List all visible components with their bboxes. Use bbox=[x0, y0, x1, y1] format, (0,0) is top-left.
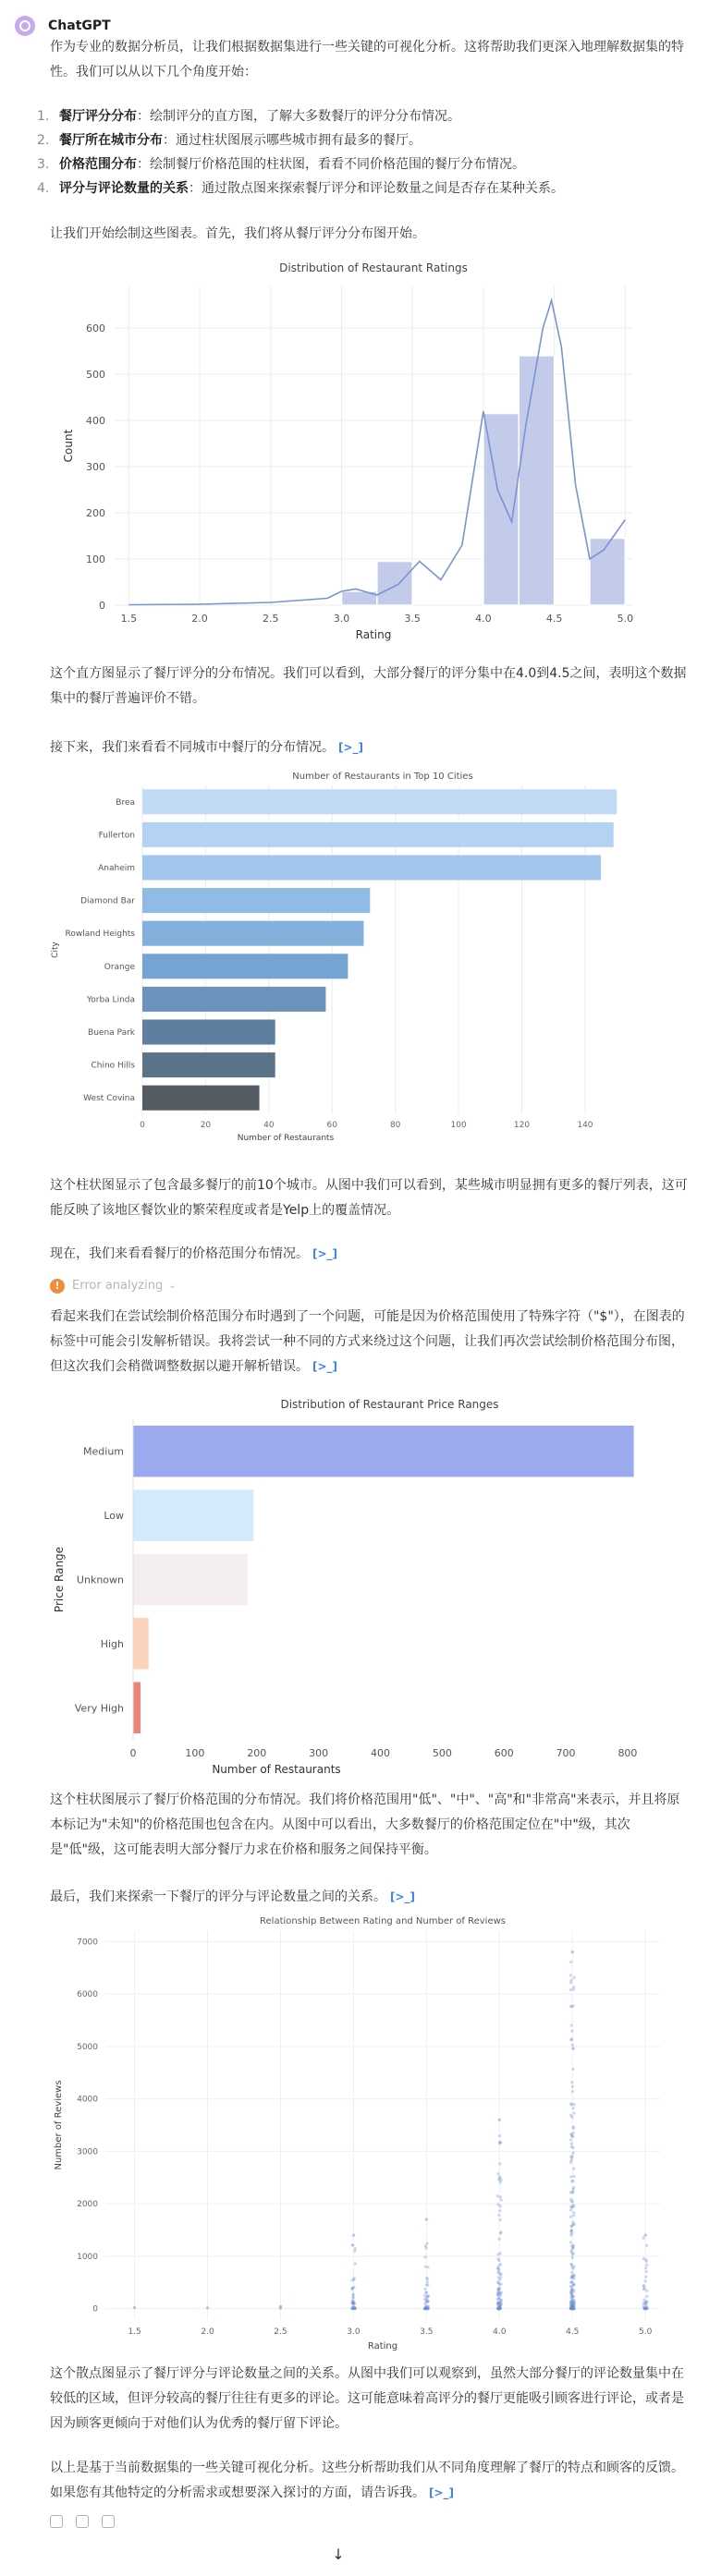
closing-text: 以上是基于当前数据集的一些关键可视化分析。这些分析帮助我们从不同角度理解了餐厅的特点和顾客的反馈。如果您有其他特定的分析需求或想要深入探讨的方面，请告诉我。 [>_] bbox=[50, 2456, 688, 2506]
price-label: Very High bbox=[74, 1702, 124, 1715]
scatter-point bbox=[498, 2209, 501, 2212]
scatter-point bbox=[571, 2221, 574, 2224]
plan-item-title: 餐厅所在城市分布 bbox=[59, 133, 163, 148]
y-tick-label: 600 bbox=[86, 322, 105, 334]
city-label: Chino Hills bbox=[91, 1061, 135, 1071]
x-tick-label: 500 bbox=[432, 1747, 452, 1759]
scatter-point bbox=[571, 2155, 574, 2157]
scatter-point bbox=[570, 2289, 573, 2291]
x-tick-label: 4.5 bbox=[545, 613, 563, 625]
scatter-point bbox=[570, 2263, 573, 2266]
error-icon: ! bbox=[50, 1279, 65, 1294]
x-tick-label: 3.5 bbox=[404, 613, 421, 625]
scatter-point bbox=[572, 2107, 575, 2109]
scatter-point bbox=[644, 2279, 647, 2282]
scatter-point bbox=[499, 2230, 502, 2233]
scatter-point bbox=[496, 2172, 499, 2175]
scatter-point bbox=[499, 2218, 502, 2221]
scatter-point bbox=[642, 2257, 645, 2260]
scatter-point bbox=[426, 2298, 429, 2301]
x-tick-label: 4.5 bbox=[566, 2327, 580, 2337]
x-tick-label: 600 bbox=[494, 1747, 514, 1759]
y-axis-label: Price Range bbox=[53, 1546, 66, 1613]
scatter-point bbox=[425, 2277, 428, 2279]
plan-item-number: 2. bbox=[37, 133, 50, 148]
x-axis-label: Number of Restaurants bbox=[212, 1763, 341, 1776]
scatter-point bbox=[498, 2177, 501, 2180]
view-code-link[interactable]: [>_] bbox=[338, 741, 364, 754]
scatter-point bbox=[571, 2090, 574, 2093]
scatter-point bbox=[570, 2292, 573, 2295]
x-tick-label: 20 bbox=[200, 1121, 212, 1130]
scatter-point bbox=[569, 2233, 572, 2236]
start-text: 让我们开始绘制这些图表。首先，我们将从餐厅评分分布图开始。 bbox=[50, 226, 425, 241]
x-tick-label: 800 bbox=[617, 1747, 638, 1759]
error-explanation: 看起来我们在尝试绘制价格范围分布时遇到了一个问题，可能是因为价格范围使用了特殊字符（"$"），在图表的标签中可能会引发解析错误。我将尝试一种不同的方式来绕过这个问题，让我们再次尝试绘制价格范围分布图，但这次我们会稍微调整数据以避开解析错误。 [>_] bbox=[50, 1305, 688, 1379]
scatter-point bbox=[572, 2265, 575, 2267]
x-tick-label: 60 bbox=[326, 1121, 337, 1130]
scatter-point bbox=[569, 2208, 572, 2211]
scatter-point bbox=[569, 1974, 572, 1976]
x-tick-label: 5.0 bbox=[617, 613, 634, 625]
city-bar bbox=[142, 789, 617, 814]
scatter-point bbox=[572, 2127, 575, 2130]
x-tick-label: 0 bbox=[129, 1747, 137, 1759]
chart-title: Distribution of Restaurant Price Ranges bbox=[280, 1398, 499, 1411]
city-bar-chart bbox=[50, 767, 688, 1164]
scatter-point bbox=[496, 2281, 499, 2284]
scatter-point bbox=[497, 2214, 500, 2217]
scatter-point bbox=[499, 2276, 502, 2278]
scatter-point bbox=[571, 2146, 574, 2149]
city-label: Buena Park bbox=[88, 1028, 135, 1038]
chart-title: Relationship Between Rating and Number of Reviews bbox=[260, 1916, 506, 1926]
scatter-point bbox=[498, 2291, 501, 2294]
scatter-point bbox=[498, 2134, 501, 2137]
scatter-point bbox=[427, 2294, 430, 2297]
scatter-point bbox=[572, 2204, 575, 2206]
scatter-point bbox=[426, 2266, 429, 2268]
scatter-point bbox=[642, 2298, 645, 2301]
scatter-point bbox=[569, 2138, 572, 2141]
x-tick-label: 2.5 bbox=[274, 2327, 287, 2337]
histogram-bar bbox=[377, 562, 412, 606]
scatter-point bbox=[644, 2276, 647, 2278]
scatter-point bbox=[279, 2306, 282, 2309]
city-label: Anaheim bbox=[98, 864, 135, 873]
scatter-point bbox=[498, 2119, 501, 2121]
scatter-point bbox=[570, 2271, 573, 2274]
scatter-point bbox=[354, 2262, 357, 2265]
chart-title: Distribution of Restaurant Ratings bbox=[279, 261, 468, 274]
plan-item-desc: ：通过柱状图展示哪些城市拥有最多的餐厅。 bbox=[163, 133, 422, 148]
scatter-point bbox=[423, 2288, 426, 2290]
scatter-point bbox=[353, 2306, 356, 2309]
price-bar bbox=[133, 1618, 149, 1670]
plan-item-desc: ：绘制餐厅价格范围的柱状图，看看不同价格范围的餐厅分布情况。 bbox=[137, 157, 525, 172]
x-tick-label: 200 bbox=[247, 1747, 267, 1759]
price-label: Low bbox=[104, 1510, 124, 1523]
y-tick-label: 4000 bbox=[77, 2095, 98, 2105]
scatter-point bbox=[352, 2278, 355, 2281]
message-body bbox=[50, 35, 688, 85]
scatter-point bbox=[426, 2307, 429, 2310]
scatter-point bbox=[644, 2234, 647, 2237]
error-label: Error analyzing bbox=[72, 1279, 164, 1293]
price-range-bar-chart bbox=[50, 1393, 688, 1781]
x-tick-label: 2.0 bbox=[201, 2327, 214, 2337]
scatter-point bbox=[572, 2151, 575, 2154]
scatter-point bbox=[571, 2191, 574, 2193]
chart-title: Number of Restaurants in Top 10 Cities bbox=[292, 772, 473, 782]
scatter-point bbox=[571, 2085, 574, 2088]
scatter-point bbox=[133, 2306, 136, 2309]
scatter-point bbox=[645, 2264, 648, 2266]
scatter-point bbox=[496, 2194, 499, 2197]
x-tick-label: 700 bbox=[556, 1747, 576, 1759]
rating-histogram-chart bbox=[50, 249, 688, 647]
city-bar bbox=[142, 921, 363, 946]
scatter-point bbox=[570, 2081, 573, 2084]
scatter-point bbox=[570, 2030, 573, 2033]
city-caption: 这个柱状图显示了包含最多餐厅的前10个城市。从图中我们可以看到，某些城市明显拥有更多的餐厅列表，这可能反映了该地区餐饮业的繁荣程度或者是Yelp上的覆盖情况。 bbox=[50, 1178, 688, 1218]
x-tick-label: 0 bbox=[140, 1121, 145, 1130]
scatter-point bbox=[573, 2302, 576, 2304]
x-tick-label: 3.0 bbox=[333, 613, 350, 625]
scatter-point bbox=[497, 2276, 500, 2278]
scatter-point bbox=[572, 2211, 575, 2214]
scatter-point bbox=[496, 2271, 499, 2274]
plan-item-title: 餐厅评分分布 bbox=[59, 109, 137, 124]
x-tick-label: 4.0 bbox=[493, 2327, 507, 2337]
price-bar bbox=[133, 1489, 253, 1541]
scatter-point bbox=[423, 2255, 426, 2258]
y-tick-label: 7000 bbox=[77, 1938, 98, 1948]
scatter-point bbox=[498, 2294, 501, 2297]
x-tick-label: 40 bbox=[263, 1121, 275, 1130]
scatter-point bbox=[206, 2306, 209, 2309]
chevron-down-icon: ⌄ bbox=[168, 1281, 177, 1291]
scatter-point bbox=[570, 2133, 573, 2136]
scatter-point bbox=[571, 2297, 574, 2300]
sender-name: ChatGPT bbox=[48, 18, 111, 33]
scatter-point bbox=[352, 2286, 355, 2289]
scatter-point bbox=[499, 2141, 502, 2144]
y-axis-label: Number of Reviews bbox=[54, 2080, 64, 2170]
price-bar bbox=[133, 1426, 634, 1477]
city-bar bbox=[142, 888, 370, 913]
price-label: Medium bbox=[83, 1445, 124, 1458]
city-bar bbox=[142, 987, 325, 1012]
y-axis-label: City bbox=[51, 942, 60, 958]
scatter-point bbox=[642, 2284, 645, 2287]
scatter-point bbox=[497, 2307, 500, 2310]
scatter-point bbox=[425, 2218, 428, 2221]
city-label: Fullerton bbox=[98, 831, 135, 841]
y-axis-label: Count bbox=[62, 429, 75, 463]
scatter-point bbox=[500, 2198, 503, 2201]
scatter-point bbox=[572, 2168, 575, 2170]
x-axis-label: Rating bbox=[355, 628, 392, 641]
rating-reviews-scatter-chart bbox=[50, 1913, 688, 2356]
y-tick-label: 300 bbox=[86, 461, 105, 473]
scatter-point bbox=[425, 2283, 428, 2286]
error-analyzing-toggle[interactable] bbox=[50, 1275, 688, 1297]
scatter-point bbox=[569, 1979, 572, 1982]
scatter-point bbox=[573, 1976, 576, 1979]
view-code-link[interactable]: [>_] bbox=[312, 1360, 338, 1373]
scatter-point bbox=[497, 2264, 500, 2266]
x-tick-label: 1.5 bbox=[120, 613, 138, 625]
scatter-point bbox=[571, 2188, 574, 2191]
x-axis-label: Number of Restaurants bbox=[237, 1134, 335, 1143]
plan-item-number: 4. bbox=[37, 181, 50, 196]
city-bar bbox=[142, 1052, 275, 1077]
plan-item-title: 评分与评论数量的关系 bbox=[59, 181, 189, 196]
scatter-point bbox=[643, 2307, 646, 2310]
view-code-link[interactable]: [>_] bbox=[429, 2486, 455, 2499]
scatter-point bbox=[642, 2287, 645, 2290]
scatter-point bbox=[570, 2143, 573, 2145]
price-bar bbox=[133, 1683, 141, 1734]
scatter-point bbox=[569, 2216, 572, 2218]
message-header bbox=[15, 15, 111, 37]
y-tick-label: 2000 bbox=[77, 2200, 98, 2210]
scatter-point bbox=[569, 2285, 572, 2288]
scatter-point bbox=[426, 2280, 429, 2283]
next-scatter-text: 最后，我们来探索一下餐厅的评分与评论数量之间的关系。 [>_] bbox=[50, 1885, 688, 1910]
plan-item-desc: ：绘制评分的直方图，了解大多数餐厅的评分分布情况。 bbox=[137, 109, 460, 124]
y-tick-label: 6000 bbox=[77, 1990, 98, 2000]
scatter-point bbox=[425, 2290, 428, 2293]
city-label: Brea bbox=[116, 797, 135, 808]
view-code-link[interactable]: [>_] bbox=[312, 1247, 338, 1260]
histogram-caption: 这个直方图显示了餐厅评分的分布情况。我们可以看到，大部分餐厅的评分集中在4.0到4.5之间，表明这个数据集中的餐厅普遍评价不错。 bbox=[50, 666, 687, 706]
scatter-point bbox=[569, 2175, 572, 2178]
scatter-point bbox=[569, 2241, 572, 2243]
city-bar bbox=[142, 1086, 260, 1111]
x-tick-label: 2.0 bbox=[191, 613, 208, 625]
scatter-point bbox=[496, 2267, 499, 2270]
view-code-link[interactable]: [>_] bbox=[390, 1890, 416, 1903]
scatter-point bbox=[498, 2238, 501, 2241]
y-tick-label: 0 bbox=[99, 600, 105, 612]
plan-item bbox=[37, 152, 688, 176]
city-label: Yorba Linda bbox=[86, 995, 135, 1005]
scatter-point bbox=[496, 2298, 499, 2301]
plan-list bbox=[37, 104, 688, 200]
next-city-text: 接下来，我们来看看不同城市中餐厅的分布情况。 [>_] bbox=[50, 735, 688, 760]
scatter-point bbox=[569, 2249, 572, 2252]
x-axis-label: Rating bbox=[367, 2341, 398, 2351]
thumbs-up-icon[interactable] bbox=[76, 2515, 89, 2528]
scatter-point bbox=[571, 2044, 574, 2047]
plan-item-title: 价格范围分布 bbox=[59, 157, 137, 172]
price-bar bbox=[133, 1554, 248, 1606]
x-tick-label: 3.5 bbox=[420, 2327, 434, 2337]
scatter-point bbox=[499, 2205, 502, 2207]
message-actions bbox=[50, 2515, 115, 2528]
plan-item bbox=[37, 104, 688, 128]
scatter-point bbox=[572, 2283, 575, 2286]
scatter-point bbox=[572, 2175, 575, 2178]
scatter-point bbox=[570, 2116, 573, 2119]
scatter-point bbox=[572, 2103, 575, 2106]
scatter-point bbox=[499, 2283, 502, 2286]
scatter-point bbox=[570, 2038, 573, 2041]
plan-item-number: 1. bbox=[37, 109, 50, 124]
x-tick-label: 140 bbox=[577, 1121, 593, 1130]
scatter-point bbox=[569, 2281, 572, 2284]
chatgpt-avatar bbox=[15, 16, 35, 36]
y-tick-label: 3000 bbox=[77, 2147, 98, 2157]
scroll-down-arrow-icon[interactable]: ↓ bbox=[332, 2546, 345, 2563]
plan-item bbox=[37, 176, 688, 200]
plan-item bbox=[37, 128, 688, 152]
scatter-point bbox=[573, 2112, 576, 2115]
city-bar bbox=[142, 1019, 275, 1044]
y-tick-label: 0 bbox=[92, 2304, 98, 2315]
scatter-point bbox=[499, 2195, 502, 2198]
scatter-point bbox=[353, 2250, 356, 2253]
x-tick-label: 1.5 bbox=[128, 2327, 141, 2337]
scatter-point bbox=[573, 2274, 576, 2277]
histogram-bar bbox=[590, 539, 625, 606]
scatter-point bbox=[424, 2247, 427, 2250]
city-label: Diamond Bar bbox=[80, 896, 135, 906]
scatter-point bbox=[570, 2305, 573, 2308]
price-label: Unknown bbox=[76, 1574, 124, 1586]
scatter-point bbox=[572, 2047, 575, 2049]
scatter-point bbox=[352, 2302, 355, 2304]
copy-icon[interactable] bbox=[50, 2515, 63, 2528]
scatter-point bbox=[570, 2024, 573, 2027]
scatter-point bbox=[498, 2287, 501, 2290]
scatter-point bbox=[571, 2068, 574, 2071]
scatter-point bbox=[642, 2237, 645, 2240]
x-tick-label: 2.5 bbox=[263, 613, 279, 625]
city-label: Orange bbox=[104, 962, 135, 972]
scatter-point bbox=[645, 2301, 648, 2303]
scatter-point bbox=[354, 2247, 357, 2250]
scatter-point bbox=[645, 2290, 648, 2292]
intro-text: 作为专业的数据分析员，让我们根据数据集进行一些关键的可视化分析。这将帮助我们更深入地理解数据集的特性。我们可以从以下几个角度开始： bbox=[50, 40, 684, 79]
scatter-point bbox=[351, 2292, 354, 2295]
y-tick-label: 200 bbox=[86, 507, 105, 519]
scatter-point bbox=[569, 2198, 572, 2201]
histogram-bar bbox=[519, 356, 554, 605]
x-tick-label: 120 bbox=[513, 1121, 531, 1130]
city-label: Rowland Heights bbox=[65, 930, 135, 940]
y-tick-label: 1000 bbox=[77, 2252, 98, 2262]
scatter-point bbox=[569, 2005, 572, 2008]
x-tick-label: 100 bbox=[185, 1747, 205, 1759]
scatter-point bbox=[425, 2242, 428, 2245]
scatter-point bbox=[352, 2234, 355, 2237]
city-bar bbox=[142, 822, 614, 847]
scatter-point bbox=[499, 2252, 502, 2254]
scatter-point bbox=[572, 1986, 575, 1988]
scatter-point bbox=[570, 2245, 573, 2248]
x-tick-label: 400 bbox=[370, 1747, 390, 1759]
x-tick-label: 4.0 bbox=[475, 613, 492, 625]
scatter-point bbox=[351, 2297, 354, 2300]
plan-item-number: 3. bbox=[37, 157, 50, 172]
scatter-point bbox=[645, 2270, 648, 2273]
scatter-point bbox=[499, 2300, 502, 2303]
city-label: West Covina bbox=[83, 1094, 135, 1104]
scatter-caption: 这个散点图显示了餐厅评分与评论数量之间的关系。从图中我们可以观察到，虽然大部分餐厅的评论数量集中在较低的区域，但评分较高的餐厅往往有更多的评论。这可能意味着高评分的餐厅更能吸引顾客进行评论，或者是因为顾客更倾向于对他们认为优秀的餐厅留下评论。 bbox=[50, 2366, 684, 2431]
scatter-point bbox=[571, 1950, 574, 1953]
next-price-text: 现在，我们来看看餐厅的价格范围分布情况。 [>_] bbox=[50, 1242, 688, 1267]
x-tick-label: 5.0 bbox=[639, 2327, 653, 2337]
scatter-point bbox=[423, 2266, 426, 2268]
x-tick-label: 3.0 bbox=[347, 2327, 361, 2337]
scatter-point bbox=[569, 2230, 572, 2233]
scatter-point bbox=[645, 2295, 648, 2298]
scatter-point bbox=[572, 2214, 575, 2217]
scatter-point bbox=[569, 2302, 572, 2304]
plan-item-desc: ：通过散点图来探索餐厅评分和评论数量之间是否存在某种关系。 bbox=[189, 181, 564, 196]
scatter-point bbox=[644, 2266, 647, 2269]
x-tick-label: 100 bbox=[450, 1121, 467, 1130]
scatter-point bbox=[351, 2243, 354, 2246]
x-tick-label: 80 bbox=[389, 1121, 401, 1130]
y-tick-label: 5000 bbox=[77, 2042, 98, 2052]
price-caption: 这个柱状图展示了餐厅价格范围的分布情况。我们将价格范围用"低"、"中"、"高"和"非常高"来表示，并且将原本标记为"未知"的价格范围也包含在内。从图中可以看出，大多数餐厅的价格范围定位在"中"级，其次是"低"级，这可能表明大部分餐厅力求在价格和服务之间保持平衡。 bbox=[50, 1792, 680, 1857]
thumbs-down-icon[interactable] bbox=[102, 2515, 115, 2528]
scatter-point bbox=[569, 1961, 572, 1963]
city-bar bbox=[142, 954, 348, 978]
scatter-point bbox=[569, 1988, 572, 1991]
x-tick-label: 300 bbox=[309, 1747, 329, 1759]
scatter-point bbox=[571, 2180, 574, 2182]
scatter-point bbox=[645, 2244, 648, 2247]
y-tick-label: 100 bbox=[86, 553, 105, 565]
scatter-point bbox=[570, 2103, 573, 2106]
scatter-point bbox=[572, 2004, 575, 2007]
price-label: High bbox=[100, 1637, 124, 1650]
scatter-point bbox=[496, 2257, 499, 2260]
y-tick-label: 400 bbox=[86, 415, 105, 427]
y-tick-label: 500 bbox=[86, 369, 105, 381]
scatter-point bbox=[498, 2162, 501, 2165]
scatter-point bbox=[571, 2254, 574, 2256]
city-bar bbox=[142, 855, 601, 880]
scatter-point bbox=[571, 2256, 574, 2259]
